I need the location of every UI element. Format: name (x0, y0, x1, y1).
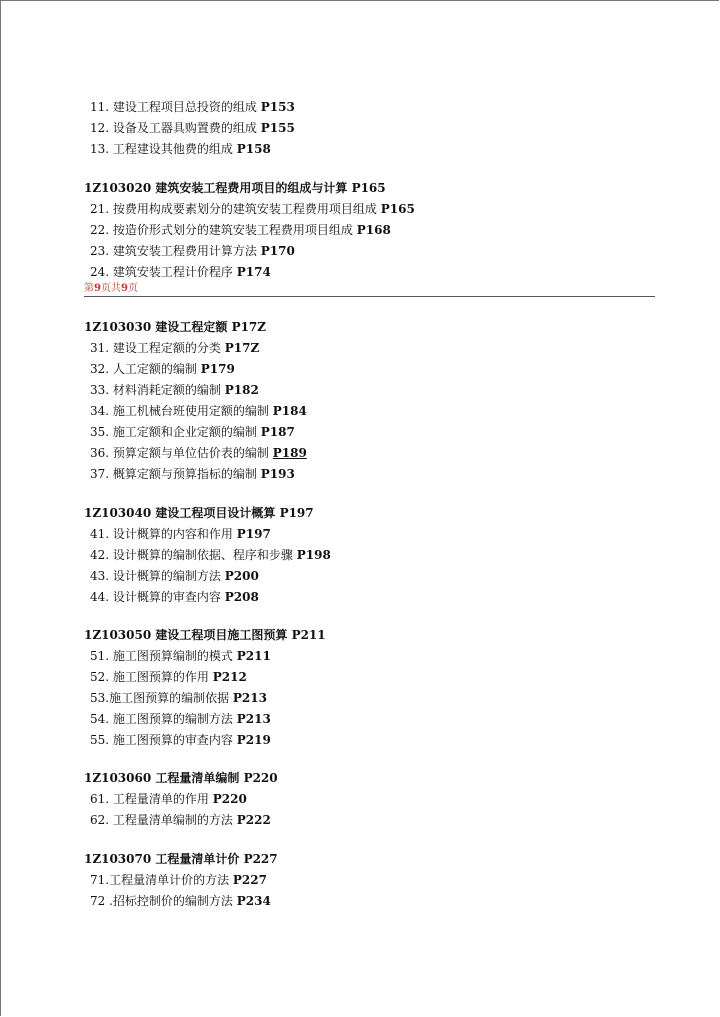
list-item: 53.施工图预算的编制依据 P213 (90, 691, 267, 705)
list-item: 32. 人工定额的编制 P179 (90, 362, 235, 376)
list-item: 31. 建设工程定额的分类 P17Z (90, 341, 260, 355)
list-item: 61. 工程量清单的作用 P220 (90, 792, 247, 806)
list-item: 71.工程量清单计价的方法 P227 (90, 873, 267, 887)
section-heading: 1Z103070 工程量清单计价 P227 (84, 852, 278, 866)
list-item: 55. 施工图预算的审查内容 P219 (90, 733, 271, 747)
section-heading: 1Z103020 建筑安装工程费用项目的组成与计算 P165 (84, 181, 386, 195)
list-item: 42. 设计概算的编制依据、程序和步骤 P198 (90, 548, 331, 562)
section-heading: 1Z103030 建设工程定额 P17Z (84, 320, 267, 334)
list-item: 44. 设计概算的审查内容 P208 (90, 590, 259, 604)
list-item: 54. 施工图预算的编制方法 P213 (90, 712, 271, 726)
list-item: 34. 施工机械台班使用定额的编制 P184 (90, 404, 307, 418)
list-item: 36. 预算定额与单位估价表的编制 P189 (90, 446, 307, 460)
list-item: 24. 建筑安装工程计价程序 P174 (90, 265, 271, 279)
list-item: 22. 按造价形式划分的建筑安装工程费用项目组成 P168 (90, 223, 391, 237)
footer-divider (84, 296, 655, 297)
list-item: 13. 工程建设其他费的组成 P158 (90, 142, 271, 156)
list-item: 43. 设计概算的编制方法 P200 (90, 569, 259, 583)
page-footer: 第9页共9页 (84, 283, 138, 294)
list-item: 23. 建筑安装工程费用计算方法 P170 (90, 244, 295, 258)
list-item: 51. 施工图预算编制的模式 P211 (90, 649, 271, 663)
list-item: 52. 施工图预算的作用 P212 (90, 670, 247, 684)
list-item: 62. 工程量清单编制的方法 P222 (90, 813, 271, 827)
list-item: 12. 设备及工器具购置费的组成 P155 (90, 121, 295, 135)
list-item: 21. 按费用构成要素划分的建筑安装工程费用项目组成 P165 (90, 202, 415, 216)
section-heading: 1Z103040 建设工程项目设计概算 P197 (84, 506, 314, 520)
list-item: 11. 建设工程项目总投资的组成 P153 (90, 100, 295, 114)
section-heading: 1Z103050 建设工程项目施工图预算 P211 (84, 628, 326, 642)
list-item: 37. 概算定额与预算指标的编制 P193 (90, 467, 295, 481)
list-item: 35. 施工定额和企业定额的编制 P187 (90, 425, 295, 439)
list-item: 41. 设计概算的内容和作用 P197 (90, 527, 271, 541)
section-heading: 1Z103060 工程量清单编制 P220 (84, 771, 278, 785)
list-item: 72 .招标控制价的编制方法 P234 (90, 894, 271, 908)
list-item: 33. 材料消耗定额的编制 P182 (90, 383, 259, 397)
